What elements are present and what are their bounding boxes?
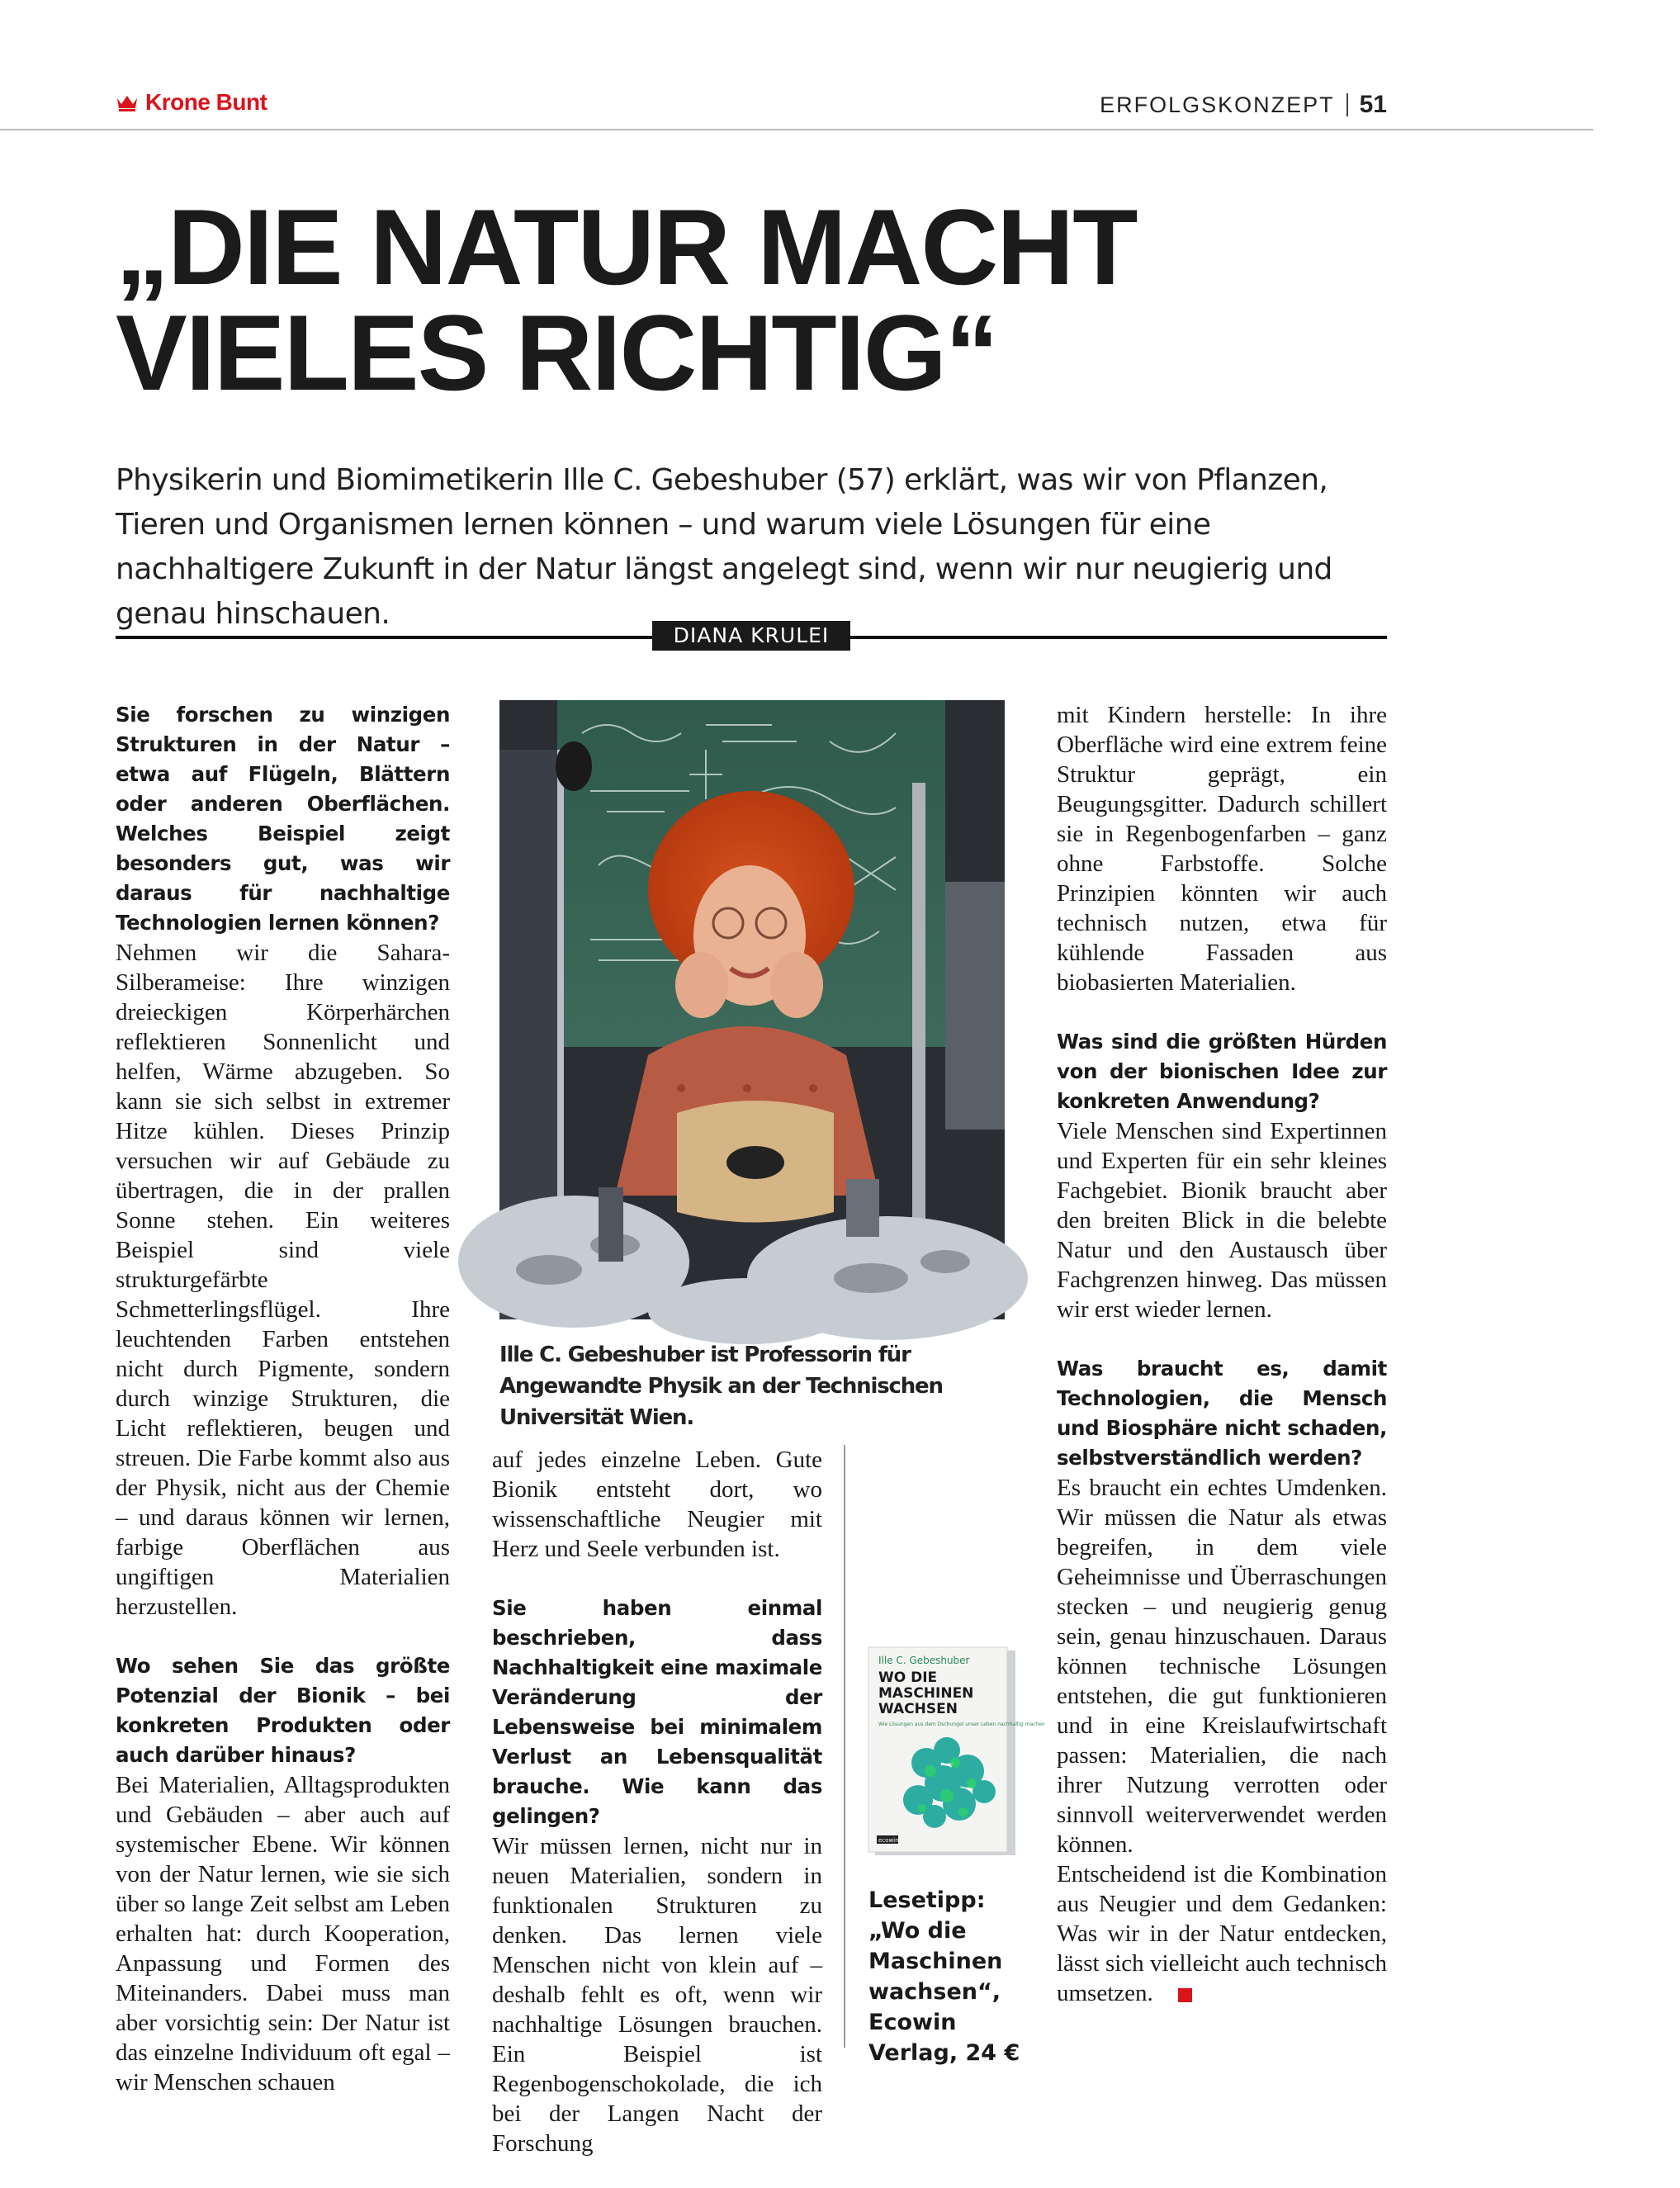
book-cover xyxy=(868,1647,1045,1855)
headline-line-1: „DIE NATUR MACHT xyxy=(116,187,1137,307)
book-publisher-mark: ecowin xyxy=(878,1837,899,1844)
book-subtitle: Wie Lösungen aus dem Dschungel unser Leben nachhaltig machen xyxy=(878,1722,1045,1727)
book-title-3: WACHSEN xyxy=(878,1701,958,1717)
column-3 xyxy=(1057,700,1387,2008)
tip-line-3: Maschinen xyxy=(868,1949,1003,1974)
byline-rule-right xyxy=(850,636,1387,639)
photo-caption: Ille C. Gebeshuber ist Professorin für Angewandte Physik an der Technischen Universität Wien. xyxy=(499,1343,943,1430)
column-2 xyxy=(492,1445,822,2158)
answer-4: Viele Menschen sind Expertinnen und Experten für ein sehr kleines Fachgebiet. Bionik braucht aber den breiten Blick in die belebte Natur und den Austausch über Fachgrenzen hinweg. Das müssen wir erst wieder lernen. xyxy=(1057,1118,1387,1323)
page-number: 51 xyxy=(1359,91,1387,118)
tip-line-6: Verlag, 24 € xyxy=(868,2040,1020,2066)
answer-3-continued: mit Kindern herstelle: In ihre Oberfläche wird eine extrem feine Struktur geprägt, ein Beugungsgitter. Dadurch schillert sie in Regenbogenfarben – ganz ohne Farbstoffe. Solche Prinzipien könnten wir auch technisch nutzen, etwa für kühlende Fassaden aus biobasierten Materialien. xyxy=(1057,702,1387,996)
crown-icon xyxy=(116,93,139,111)
author-byline: DIANA KRULEI xyxy=(652,621,850,651)
answer-5a: Es braucht ein echtes Umdenken. Wir müssen die Natur als etwas begreifen, in dem viele Geheimnisse und Überraschungen stecken – und neugierig genug sein, genau hinzuschauen. Daraus können technische Lösungen entstehen, die gut funktionieren und in eine Kreislaufwirtschaft passen: Materialien, die nach ihrer Nutzung verrotten oder sinnvoll weiterverwendet werden können. xyxy=(1057,1475,1387,1858)
headline xyxy=(116,187,1436,413)
book-cover-art xyxy=(868,1647,1045,1855)
lab-photo-illustration xyxy=(499,700,1005,1319)
question-3: Sie haben einmal beschrieben, dass Nachhaltigkeit eine maximale Veränderung der Lebensweise bei minimalem Verlust an Lebensqualität brauche. Wie kann das gelingen? xyxy=(492,1596,822,1828)
header-rule xyxy=(0,129,1593,130)
tip-line-4: wachsen“, xyxy=(868,1979,1001,2005)
question-1: Sie forschen zu winzigen Strukturen in der Natur – etwa auf Flügeln, Blättern oder anderen Oberflächen. Welches Beispiel zeigt besonders gut, was wir daraus für nachhaltige Technologien lernen können? xyxy=(116,703,450,935)
portrait-photo xyxy=(499,700,1005,1319)
question-2: Wo sehen Sie das größte Potenzial der Bionik – bei konkreten Produkten oder auch darüber hinaus? xyxy=(116,1654,450,1767)
lead-paragraph: Physikerin und Biomimetikerin Ille C. Gebeshuber (57) erklärt, was wir von Pflanzen, Tieren und Organismen lernen können – und warum viele Lösungen für eine nachhaltigere Zukunft in der Natur längst angelegt sind, wenn wir nur neugierig und genau hinschauen. xyxy=(116,463,1332,631)
column-1 xyxy=(116,700,450,2097)
book-title-2: MASCHINEN xyxy=(878,1685,974,1702)
book-title-1: WO DIE xyxy=(878,1669,938,1686)
end-mark xyxy=(1178,1988,1192,2002)
section-title: ERFOLGSKONZEPT xyxy=(1100,92,1335,117)
answer-5b xyxy=(1057,1859,1387,2008)
section-divider xyxy=(1346,93,1348,116)
headline-line-2: VIELES RICHTIG“ xyxy=(116,292,997,413)
answer-2: Bei Materialien, Alltagsprodukten und Gebäuden – aber auch auf systemischer Ebene. Wir können von der Natur lernen, wie sie sich über so lange Zeit selbst am Leben erhalten hat: durch Kooperation, Anpassung und Formen des Miteinanders. Dabei muss man aber vorsichtig sein: Der Natur ist das einzelne Individuum oft egal – wir Menschen schauen xyxy=(116,1772,450,2096)
column-divider xyxy=(844,1445,845,2048)
question-5: Was braucht es, damit Technologien, die Mensch und Biosphäre nicht schaden, selbstverständlich werden? xyxy=(1057,1357,1387,1470)
book-author: Ille C. Gebeshuber xyxy=(878,1655,970,1666)
brand-name: Krone Bunt xyxy=(145,89,267,115)
section-label xyxy=(1100,91,1387,119)
answer-2-continued: auf jedes einzelne Leben. Gute Bionik entsteht dort, wo wissenschaftliche Neugier mit Herz und Seele verbunden ist. xyxy=(492,1447,822,1562)
byline-rule-left xyxy=(116,636,652,639)
tip-line-1: Lesetipp: xyxy=(868,1887,986,1913)
reading-tip xyxy=(868,1885,1034,2068)
brand-logo xyxy=(116,89,267,116)
answer-1: Nehmen wir die Sahara-Silberameise: Ihre winzigen dreieckigen Körperhärchen reflektieren Sonnenlicht und helfen, Wärme abzugeben. So kann sie sich selbst in extremer Hitze kühlen. Dieses Prinzip versuchen wir auf Gebäude zu übertragen, die in der prallen Sonne stehen. Ein weiteres Beispiel sind viele strukturgefärbte Schmetterlingsflügel. Ihre leuchtenden Farben entstehen nicht durch Pigmente, sondern durch winzige Strukturen, die Licht reflektieren, beugen und streuen. Die Farbe kommt also aus der Physik, nicht aus der Chemie – und daraus können wir lernen, farbige Oberflächen aus ungiftigen Materialien herzustellen. xyxy=(116,940,450,1620)
answer-3: Wir müssen lernen, nicht nur in neuen Materialien, sondern in funktionalen Strukturen zu denken. Das lernen viele Menschen nicht von klein auf – deshalb fehlt es oft, wenn wir nachhaltige Lösungen brauchen. Ein Beispiel ist Regenbogenschokolade, die ich bei der Langen Nacht der Forschung xyxy=(492,1833,822,2157)
tip-line-2: „Wo die xyxy=(868,1918,967,1944)
tip-line-5: Ecowin xyxy=(868,2010,957,2035)
answer-5b-text: Entscheidend ist die Kombination aus Neugier und dem Gedanken: Was wir in der Natur entdecken, lässt sich vielleicht auch technisch umsetzen. xyxy=(1057,1861,1387,2006)
question-4: Was sind die größten Hürden von der bionischen Idee zur konkreten Anwendung? xyxy=(1057,1030,1387,1113)
